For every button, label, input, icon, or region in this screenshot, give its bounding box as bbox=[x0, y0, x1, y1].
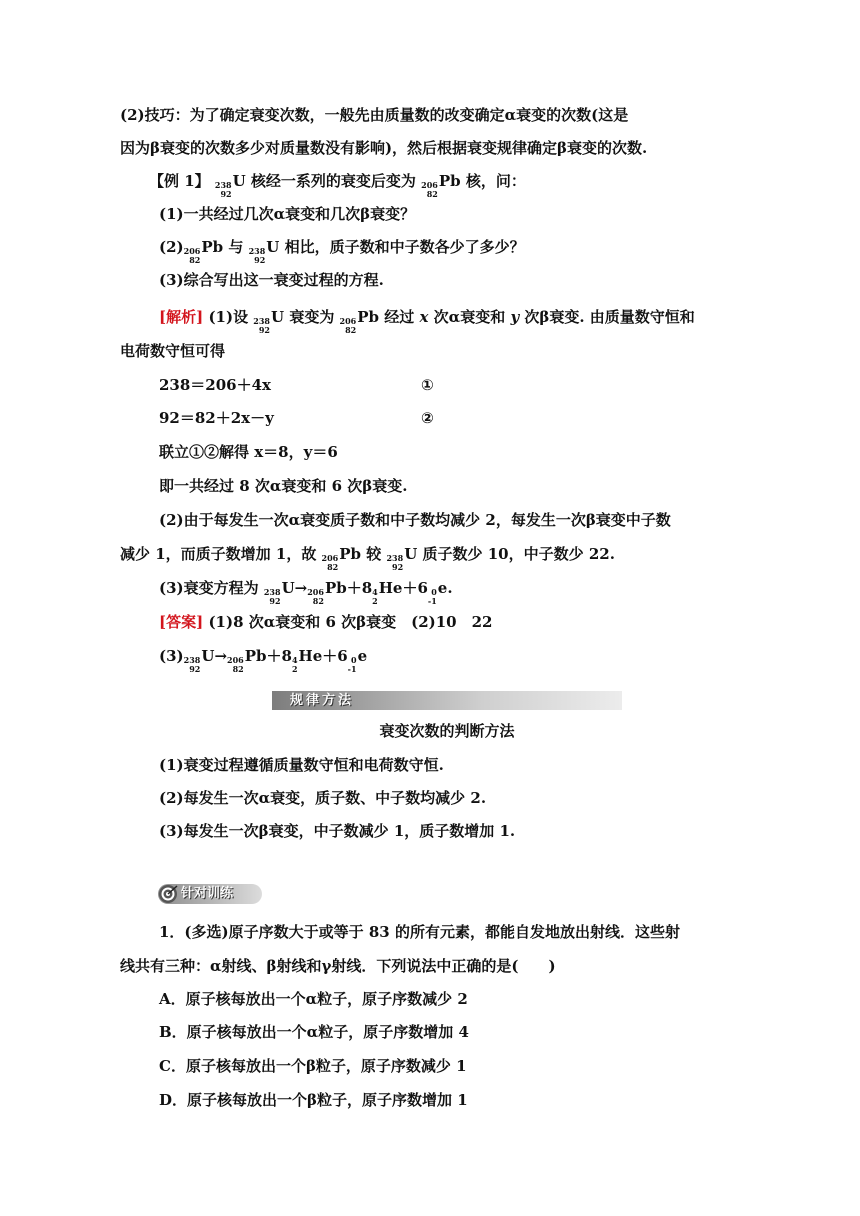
example-tag: 【例 1】 bbox=[149, 172, 210, 190]
nuclide-electron: 0 -1 e bbox=[347, 647, 368, 674]
answer-line-2: (3) 238 92 U→ 206 82 Pb＋8 4 2 He＋6 0 -1 e bbox=[159, 647, 368, 674]
nuclide-u238: 238 92 U bbox=[386, 545, 418, 572]
method-title: 衰变次数的判断方法 bbox=[379, 722, 515, 740]
training-question-line-2: 线共有三种：α射线、β射线和γ射线．下列说法中正确的是( ) bbox=[120, 957, 556, 975]
example-q1: (1)一共经过几次α衰变和几次β衰变？ bbox=[159, 205, 416, 223]
equation-2: 92＝82＋2x－y ② bbox=[159, 409, 434, 427]
solution-part2-line2: 减少 1，而质子数增加 1，故 206 82 Pb 较 238 92 U 质子数少 10，中子数少 22. bbox=[120, 545, 615, 572]
training-question-line-1: 1．(多选)原子序数大于或等于 83 的所有元素，都能自发地放出射线．这些射 bbox=[159, 923, 680, 941]
nuclide-electron: 0 -1 e bbox=[427, 579, 448, 606]
nuclide-he4: 4 2 He bbox=[372, 579, 403, 606]
conclusion-1: 即一共经过 8 次α衰变和 6 次β衰变. bbox=[159, 477, 408, 495]
solution-line-1: [解析] (1)设 238 92 U 衰变为 206 82 Pb 经过 x 次α衰变和 y 次β衰变. 由质量数守恒和 bbox=[159, 308, 695, 335]
option-a: A．原子核每放出一个α粒子，原子序数减少 2 bbox=[159, 990, 468, 1008]
target-icon bbox=[158, 884, 178, 904]
equation-1-mark: ① bbox=[421, 376, 434, 394]
intro-line-1: (2)技巧：为了确定衰变次数，一般先由质量数的改变确定α衰变的次数(这是 bbox=[120, 106, 629, 124]
nuclide-pb206: 206 82 Pb bbox=[183, 238, 224, 265]
nuclide-pb206: 206 82 Pb bbox=[307, 579, 347, 606]
nuclide-u238: 238 92 U bbox=[263, 579, 295, 606]
solution-part2-line1: (2)由于每发生一次α衰变质子数和中子数均减少 2，每发生一次β衰变中子数 bbox=[159, 511, 671, 529]
example-q3: (3)综合写出这一衰变过程的方程. bbox=[159, 271, 384, 289]
nuclide-pb206: 206 82 Pb bbox=[421, 172, 461, 199]
nuclide-u238: 238 92 U bbox=[253, 308, 285, 335]
intro-line-2: 因为β衰变的次数多少对质量数没有影响)，然后根据衰变规律确定β衰变的次数. bbox=[120, 139, 648, 157]
answer-line-1: [答案] (1)8 次α衰变和 6 次β衰变 (2)10 22 bbox=[159, 613, 493, 631]
decay-equation: (3)衰变方程为 238 92 U→ 206 82 Pb＋8 4 2 He＋6 0 -1 e. bbox=[159, 579, 453, 606]
nuclide-u238: 238 92 U bbox=[214, 172, 246, 199]
nuclide-u238: 238 92 U bbox=[248, 238, 280, 265]
equation-2-mark: ② bbox=[421, 409, 434, 427]
answer-tag: [答案] bbox=[159, 613, 204, 631]
solution-tag: [解析] bbox=[159, 308, 204, 326]
nuclide-u238: 238 92 U bbox=[183, 647, 215, 674]
option-b: B．原子核每放出一个α粒子，原子序数增加 4 bbox=[159, 1023, 469, 1041]
training-banner bbox=[158, 884, 262, 904]
training-label: 针对训练 bbox=[181, 886, 234, 901]
example-question: 【例 1】 238 92 U 核经一系列的衰变后变为 206 82 Pb 核，问： bbox=[149, 172, 526, 199]
nuclide-he4: 4 2 He bbox=[291, 647, 323, 674]
example-q2: (2) 206 82 Pb 与 238 92 U 相比，质子数和中子数各少了多少？ bbox=[159, 238, 525, 265]
nuclide-pb206: 206 82 Pb bbox=[321, 545, 362, 572]
equation-1: 238＝206＋4x ① bbox=[159, 376, 434, 394]
nuclide-pb206: 206 82 Pb bbox=[227, 647, 267, 674]
solve-result: 联立①②解得 x＝8，y＝6 bbox=[159, 443, 338, 461]
method-banner bbox=[272, 691, 622, 710]
method-banner-label: 规律方法 bbox=[290, 693, 355, 708]
method-point-1: (1)衰变过程遵循质量数守恒和电荷数守恒. bbox=[159, 756, 444, 774]
option-d: D．原子核每放出一个β粒子，原子序数增加 1 bbox=[159, 1091, 468, 1109]
method-point-3: (3)每发生一次β衰变，中子数减少 1，质子数增加 1. bbox=[159, 822, 516, 840]
solution-line-2: 电荷数守恒可得 bbox=[120, 342, 226, 360]
nuclide-pb206: 206 82 Pb bbox=[339, 308, 380, 335]
method-point-2: (2)每发生一次α衰变，质子数、中子数均减少 2. bbox=[159, 789, 487, 807]
option-c: C．原子核每放出一个β粒子，原子序数减少 1 bbox=[159, 1057, 467, 1075]
